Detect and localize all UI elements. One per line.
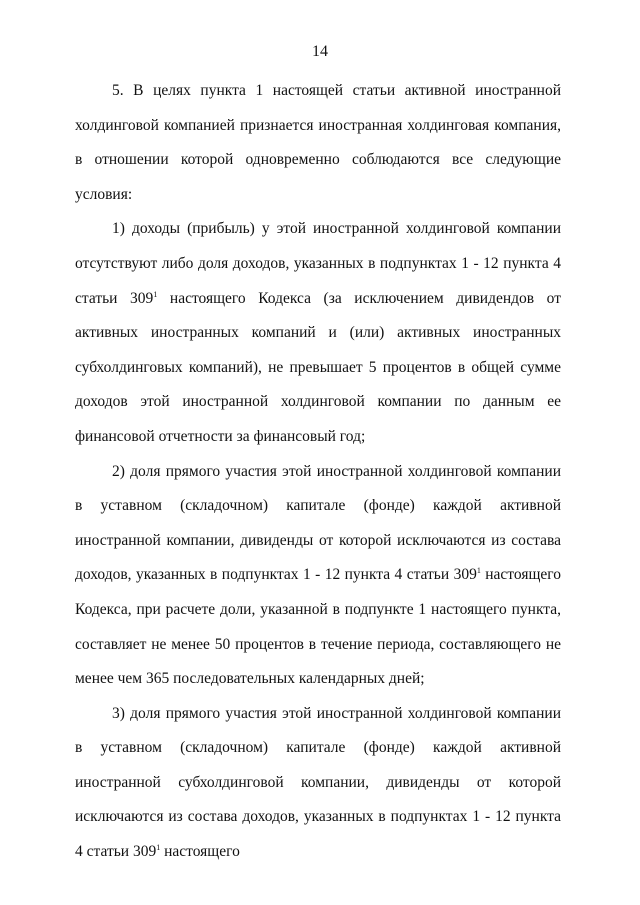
superscript-index: 1 [156, 843, 161, 853]
paragraph-clause-5: 5. В целях пункта 1 настоящей статьи активной иностранной холдинговой компанией признается иностранная холдинговая компания, в отношении которой одновременно соблюдаются все следующие условия: [75, 82, 561, 203]
paragraph-condition-3: 3) доля прямого участия этой иностранной холдинговой компании в уставном (складочном) капитале (фонде) каждой активной иностранной субхолдинговой компании, дивиденды от которой исключаются из состава доходов, указанных в подпунктах 1 - 12 пункта 4 статьи $309^1$ настоящего [75, 704, 561, 861]
paragraph-condition-2: 2) доля прямого участия этой иностранной холдинговой компании в уставном (складочном) капитале (фонде) каждой активной иностранной компании, дивиденды от которой исключаются из состава доходов, указанных в подпунктах 1 - 12 пункта 4 статьи $309^1$ настоящего Кодекса, при расчете доли, указанной в подпункте 1 настоящего пункта, составляет не менее 50 процентов в течение периода, составляющего не менее чем 365 последовательных календарных дней; [75, 462, 561, 688]
superscript-index: 1 [153, 289, 158, 299]
superscript-index: 1 [476, 566, 481, 576]
document-body [75, 74, 561, 870]
page-number: 14 [312, 43, 328, 60]
paragraph-condition-1: 1) доходы (прибыль) у этой иностранной холдинговой компании отсутствуют либо доля доходов, указанных в подпунктах 1 - 12 пункта 4 статьи $309^1$ настоящего Кодекса (за исключением дивидендов от активных иностранных компаний и (или) активных иностранных субхолдинговых компаний), не превышает 5 процентов в общей сумме доходов этой иностранной холдинговой компании по данным ее финансовой отчетности за финансовый год; [75, 220, 561, 445]
